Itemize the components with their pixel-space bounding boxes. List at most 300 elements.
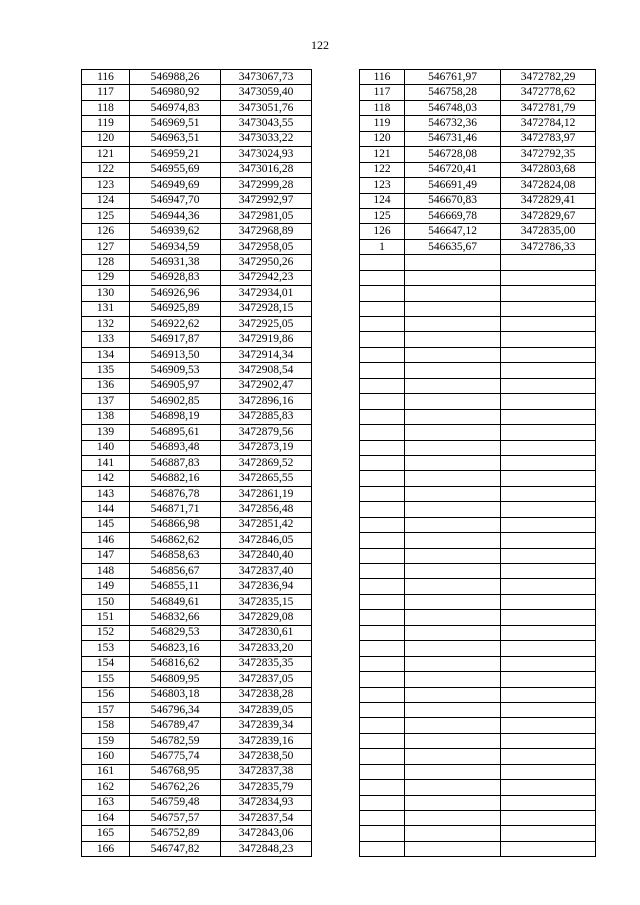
left-x-coordinate-cell: 546871,71 xyxy=(130,502,221,517)
left-point-number-cell: 158 xyxy=(82,718,130,733)
table-row xyxy=(82,70,596,85)
column-gap xyxy=(312,780,360,795)
left-x-coordinate-cell: 546974,83 xyxy=(130,100,221,115)
right-point-number-cell xyxy=(360,826,405,841)
left-point-number-cell: 119 xyxy=(82,116,130,131)
left-point-number-cell: 160 xyxy=(82,749,130,764)
left-x-coordinate-cell: 546925,89 xyxy=(130,301,221,316)
right-x-coordinate-cell xyxy=(405,594,501,609)
left-y-coordinate-cell: 3472908,54 xyxy=(221,363,312,378)
left-y-coordinate-cell: 3472865,55 xyxy=(221,471,312,486)
left-x-coordinate-cell: 546917,87 xyxy=(130,332,221,347)
left-y-coordinate-cell: 3472829,08 xyxy=(221,610,312,625)
right-point-number-cell xyxy=(360,378,405,393)
right-x-coordinate-cell xyxy=(405,425,501,440)
right-point-number-cell xyxy=(360,286,405,301)
right-y-coordinate-cell xyxy=(501,641,596,656)
right-point-number-cell xyxy=(360,733,405,748)
right-point-number-cell: 122 xyxy=(360,162,405,177)
right-y-coordinate-cell xyxy=(501,286,596,301)
left-point-number-cell: 151 xyxy=(82,610,130,625)
right-y-coordinate-cell xyxy=(501,317,596,332)
left-point-number-cell: 152 xyxy=(82,625,130,640)
left-x-coordinate-cell: 546922,62 xyxy=(130,317,221,332)
left-y-coordinate-cell: 3472835,35 xyxy=(221,656,312,671)
left-y-coordinate-cell: 3472838,28 xyxy=(221,687,312,702)
right-x-coordinate-cell xyxy=(405,656,501,671)
left-y-coordinate-cell: 3472869,52 xyxy=(221,455,312,470)
table-row xyxy=(82,116,596,131)
table-row xyxy=(82,178,596,193)
table-row xyxy=(82,533,596,548)
left-point-number-cell: 144 xyxy=(82,502,130,517)
left-point-number-cell: 123 xyxy=(82,178,130,193)
right-point-number-cell xyxy=(360,455,405,470)
table-row xyxy=(82,131,596,146)
column-gap xyxy=(312,486,360,501)
right-x-coordinate-cell xyxy=(405,332,501,347)
left-point-number-cell: 149 xyxy=(82,579,130,594)
table-row xyxy=(82,239,596,254)
left-point-number-cell: 142 xyxy=(82,471,130,486)
column-gap xyxy=(312,347,360,362)
left-point-number-cell: 157 xyxy=(82,702,130,717)
table-row xyxy=(82,579,596,594)
column-gap xyxy=(312,193,360,208)
left-y-coordinate-cell: 3472873,19 xyxy=(221,440,312,455)
right-x-coordinate-cell: 546732,36 xyxy=(405,116,501,131)
left-point-number-cell: 164 xyxy=(82,811,130,826)
column-gap xyxy=(312,826,360,841)
table-row xyxy=(82,718,596,733)
table-row xyxy=(82,780,596,795)
table-row xyxy=(82,564,596,579)
right-point-number-cell xyxy=(360,610,405,625)
left-x-coordinate-cell: 546887,83 xyxy=(130,455,221,470)
right-point-number-cell xyxy=(360,594,405,609)
left-y-coordinate-cell: 3473033,22 xyxy=(221,131,312,146)
left-point-number-cell: 146 xyxy=(82,533,130,548)
left-y-coordinate-cell: 3472830,61 xyxy=(221,625,312,640)
table-row xyxy=(82,378,596,393)
left-y-coordinate-cell: 3472835,79 xyxy=(221,780,312,795)
right-y-coordinate-cell xyxy=(501,409,596,424)
right-point-number-cell: 121 xyxy=(360,147,405,162)
column-gap xyxy=(312,116,360,131)
right-y-coordinate-cell xyxy=(501,610,596,625)
column-gap xyxy=(312,718,360,733)
right-x-coordinate-cell: 546635,67 xyxy=(405,239,501,254)
left-x-coordinate-cell: 546949,69 xyxy=(130,178,221,193)
right-x-coordinate-cell xyxy=(405,533,501,548)
left-y-coordinate-cell: 3472835,15 xyxy=(221,594,312,609)
right-x-coordinate-cell xyxy=(405,564,501,579)
left-y-coordinate-cell: 3472942,23 xyxy=(221,270,312,285)
right-point-number-cell xyxy=(360,347,405,362)
table-row xyxy=(82,162,596,177)
right-x-coordinate-cell xyxy=(405,811,501,826)
right-y-coordinate-cell xyxy=(501,780,596,795)
right-x-coordinate-cell xyxy=(405,764,501,779)
left-point-number-cell: 139 xyxy=(82,425,130,440)
left-y-coordinate-cell: 3472837,05 xyxy=(221,672,312,687)
left-y-coordinate-cell: 3472885,83 xyxy=(221,409,312,424)
right-y-coordinate-cell xyxy=(501,564,596,579)
column-gap xyxy=(312,579,360,594)
column-gap xyxy=(312,332,360,347)
left-point-number-cell: 122 xyxy=(82,162,130,177)
left-x-coordinate-cell: 546858,63 xyxy=(130,548,221,563)
left-point-number-cell: 150 xyxy=(82,594,130,609)
coordinates-table-body xyxy=(82,70,596,857)
column-gap xyxy=(312,409,360,424)
right-x-coordinate-cell xyxy=(405,394,501,409)
left-point-number-cell: 124 xyxy=(82,193,130,208)
right-y-coordinate-cell xyxy=(501,486,596,501)
right-x-coordinate-cell xyxy=(405,687,501,702)
right-y-coordinate-cell: 3472829,41 xyxy=(501,193,596,208)
right-point-number-cell xyxy=(360,841,405,856)
table-row xyxy=(82,548,596,563)
right-x-coordinate-cell xyxy=(405,409,501,424)
column-gap xyxy=(312,811,360,826)
left-point-number-cell: 154 xyxy=(82,656,130,671)
right-point-number-cell: 116 xyxy=(360,70,405,85)
left-y-coordinate-cell: 3472902,47 xyxy=(221,378,312,393)
left-y-coordinate-cell: 3472839,34 xyxy=(221,718,312,733)
left-point-number-cell: 138 xyxy=(82,409,130,424)
left-point-number-cell: 132 xyxy=(82,317,130,332)
left-point-number-cell: 127 xyxy=(82,239,130,254)
right-y-coordinate-cell: 3472824,08 xyxy=(501,178,596,193)
column-gap xyxy=(312,224,360,239)
table-row xyxy=(82,733,596,748)
column-gap xyxy=(312,610,360,625)
left-x-coordinate-cell: 546939,62 xyxy=(130,224,221,239)
left-x-coordinate-cell: 546775,74 xyxy=(130,749,221,764)
left-point-number-cell: 155 xyxy=(82,672,130,687)
left-x-coordinate-cell: 546789,47 xyxy=(130,718,221,733)
right-y-coordinate-cell: 3472781,79 xyxy=(501,100,596,115)
left-point-number-cell: 131 xyxy=(82,301,130,316)
column-gap xyxy=(312,594,360,609)
column-gap xyxy=(312,239,360,254)
right-point-number-cell xyxy=(360,811,405,826)
column-gap xyxy=(312,517,360,532)
table-row xyxy=(82,100,596,115)
left-y-coordinate-cell: 3473016,28 xyxy=(221,162,312,177)
left-y-coordinate-cell: 3472836,94 xyxy=(221,579,312,594)
left-y-coordinate-cell: 3472838,50 xyxy=(221,749,312,764)
table-row xyxy=(82,255,596,270)
table-row xyxy=(82,610,596,625)
right-x-coordinate-cell xyxy=(405,733,501,748)
right-point-number-cell xyxy=(360,548,405,563)
table-row xyxy=(82,332,596,347)
column-gap xyxy=(312,687,360,702)
right-y-coordinate-cell: 3472784,12 xyxy=(501,116,596,131)
right-point-number-cell: 124 xyxy=(360,193,405,208)
right-x-coordinate-cell xyxy=(405,502,501,517)
right-point-number-cell xyxy=(360,795,405,810)
left-point-number-cell: 125 xyxy=(82,208,130,223)
right-y-coordinate-cell xyxy=(501,363,596,378)
left-x-coordinate-cell: 546905,97 xyxy=(130,378,221,393)
left-x-coordinate-cell: 546969,51 xyxy=(130,116,221,131)
right-x-coordinate-cell xyxy=(405,517,501,532)
table-row xyxy=(82,826,596,841)
right-y-coordinate-cell xyxy=(501,841,596,856)
table-row xyxy=(82,594,596,609)
right-x-coordinate-cell: 546731,46 xyxy=(405,131,501,146)
right-y-coordinate-cell xyxy=(501,425,596,440)
right-x-coordinate-cell: 546761,97 xyxy=(405,70,501,85)
left-point-number-cell: 135 xyxy=(82,363,130,378)
left-y-coordinate-cell: 3472837,40 xyxy=(221,564,312,579)
left-point-number-cell: 121 xyxy=(82,147,130,162)
right-x-coordinate-cell: 546748,03 xyxy=(405,100,501,115)
left-point-number-cell: 147 xyxy=(82,548,130,563)
right-point-number-cell xyxy=(360,440,405,455)
right-x-coordinate-cell xyxy=(405,749,501,764)
column-gap xyxy=(312,625,360,640)
left-y-coordinate-cell: 3472919,86 xyxy=(221,332,312,347)
left-x-coordinate-cell: 546944,36 xyxy=(130,208,221,223)
column-gap xyxy=(312,548,360,563)
right-point-number-cell xyxy=(360,471,405,486)
left-x-coordinate-cell: 546926,96 xyxy=(130,286,221,301)
right-y-coordinate-cell xyxy=(501,332,596,347)
left-y-coordinate-cell: 3472896,16 xyxy=(221,394,312,409)
right-x-coordinate-cell: 546647,12 xyxy=(405,224,501,239)
left-x-coordinate-cell: 546931,38 xyxy=(130,255,221,270)
table-row xyxy=(82,656,596,671)
table-row xyxy=(82,270,596,285)
left-y-coordinate-cell: 3472843,06 xyxy=(221,826,312,841)
left-point-number-cell: 126 xyxy=(82,224,130,239)
left-point-number-cell: 137 xyxy=(82,394,130,409)
column-gap xyxy=(312,378,360,393)
right-y-coordinate-cell xyxy=(501,471,596,486)
left-y-coordinate-cell: 3472981,05 xyxy=(221,208,312,223)
right-x-coordinate-cell xyxy=(405,471,501,486)
right-y-coordinate-cell: 3472792,35 xyxy=(501,147,596,162)
right-x-coordinate-cell xyxy=(405,702,501,717)
left-x-coordinate-cell: 546856,67 xyxy=(130,564,221,579)
left-y-coordinate-cell: 3472839,05 xyxy=(221,702,312,717)
coordinates-table xyxy=(81,69,596,857)
column-gap xyxy=(312,749,360,764)
right-y-coordinate-cell xyxy=(501,733,596,748)
table-row xyxy=(82,394,596,409)
left-point-number-cell: 117 xyxy=(82,85,130,100)
left-x-coordinate-cell: 546934,59 xyxy=(130,239,221,254)
right-x-coordinate-cell xyxy=(405,270,501,285)
left-x-coordinate-cell: 546803,18 xyxy=(130,687,221,702)
right-point-number-cell xyxy=(360,425,405,440)
right-y-coordinate-cell xyxy=(501,440,596,455)
column-gap xyxy=(312,641,360,656)
column-gap xyxy=(312,564,360,579)
right-point-number-cell xyxy=(360,718,405,733)
right-point-number-cell: 118 xyxy=(360,100,405,115)
right-point-number-cell xyxy=(360,502,405,517)
left-x-coordinate-cell: 546893,48 xyxy=(130,440,221,455)
left-y-coordinate-cell: 3473051,76 xyxy=(221,100,312,115)
column-gap xyxy=(312,672,360,687)
left-y-coordinate-cell: 3472925,05 xyxy=(221,317,312,332)
left-point-number-cell: 159 xyxy=(82,733,130,748)
right-x-coordinate-cell xyxy=(405,625,501,640)
left-y-coordinate-cell: 3473067,73 xyxy=(221,70,312,85)
right-point-number-cell xyxy=(360,517,405,532)
right-x-coordinate-cell xyxy=(405,780,501,795)
right-y-coordinate-cell: 3472782,29 xyxy=(501,70,596,85)
table-row xyxy=(82,687,596,702)
right-x-coordinate-cell xyxy=(405,301,501,316)
left-point-number-cell: 134 xyxy=(82,347,130,362)
right-x-coordinate-cell xyxy=(405,841,501,856)
right-y-coordinate-cell xyxy=(501,718,596,733)
right-y-coordinate-cell: 3472829,67 xyxy=(501,208,596,223)
right-point-number-cell xyxy=(360,672,405,687)
column-gap xyxy=(312,841,360,856)
right-x-coordinate-cell xyxy=(405,718,501,733)
table-row xyxy=(82,486,596,501)
right-y-coordinate-cell: 3472778,62 xyxy=(501,85,596,100)
left-y-coordinate-cell: 3472837,38 xyxy=(221,764,312,779)
left-x-coordinate-cell: 546902,85 xyxy=(130,394,221,409)
left-x-coordinate-cell: 546855,11 xyxy=(130,579,221,594)
right-x-coordinate-cell xyxy=(405,672,501,687)
table-row xyxy=(82,795,596,810)
left-y-coordinate-cell: 3472992,97 xyxy=(221,193,312,208)
left-point-number-cell: 153 xyxy=(82,641,130,656)
left-x-coordinate-cell: 546895,61 xyxy=(130,425,221,440)
right-point-number-cell xyxy=(360,363,405,378)
right-y-coordinate-cell xyxy=(501,394,596,409)
left-y-coordinate-cell: 3473024,93 xyxy=(221,147,312,162)
table-row xyxy=(82,193,596,208)
right-y-coordinate-cell xyxy=(501,656,596,671)
left-point-number-cell: 162 xyxy=(82,780,130,795)
left-x-coordinate-cell: 546913,50 xyxy=(130,347,221,362)
right-point-number-cell xyxy=(360,486,405,501)
left-x-coordinate-cell: 546955,69 xyxy=(130,162,221,177)
column-gap xyxy=(312,733,360,748)
table-row xyxy=(82,517,596,532)
column-gap xyxy=(312,178,360,193)
left-point-number-cell: 129 xyxy=(82,270,130,285)
right-point-number-cell: 123 xyxy=(360,178,405,193)
right-x-coordinate-cell xyxy=(405,440,501,455)
left-point-number-cell: 120 xyxy=(82,131,130,146)
left-y-coordinate-cell: 3472999,28 xyxy=(221,178,312,193)
right-y-coordinate-cell: 3472803,68 xyxy=(501,162,596,177)
right-point-number-cell xyxy=(360,749,405,764)
left-x-coordinate-cell: 546909,53 xyxy=(130,363,221,378)
right-y-coordinate-cell xyxy=(501,270,596,285)
left-point-number-cell: 116 xyxy=(82,70,130,85)
left-x-coordinate-cell: 546866,98 xyxy=(130,517,221,532)
right-x-coordinate-cell xyxy=(405,548,501,563)
left-x-coordinate-cell: 546759,48 xyxy=(130,795,221,810)
right-y-coordinate-cell xyxy=(501,347,596,362)
right-y-coordinate-cell xyxy=(501,502,596,517)
right-y-coordinate-cell xyxy=(501,749,596,764)
right-y-coordinate-cell: 3472786,33 xyxy=(501,239,596,254)
column-gap xyxy=(312,301,360,316)
right-point-number-cell xyxy=(360,764,405,779)
left-y-coordinate-cell: 3472856,48 xyxy=(221,502,312,517)
left-x-coordinate-cell: 546947,70 xyxy=(130,193,221,208)
right-x-coordinate-cell: 546670,83 xyxy=(405,193,501,208)
table-row xyxy=(82,363,596,378)
table-row xyxy=(82,347,596,362)
column-gap xyxy=(312,147,360,162)
right-y-coordinate-cell xyxy=(501,811,596,826)
right-point-number-cell xyxy=(360,394,405,409)
table-row xyxy=(82,502,596,517)
left-y-coordinate-cell: 3472914,34 xyxy=(221,347,312,362)
left-point-number-cell: 141 xyxy=(82,455,130,470)
right-x-coordinate-cell: 546758,28 xyxy=(405,85,501,100)
left-y-coordinate-cell: 3472958,05 xyxy=(221,239,312,254)
column-gap xyxy=(312,270,360,285)
right-y-coordinate-cell xyxy=(501,455,596,470)
column-gap xyxy=(312,795,360,810)
left-point-number-cell: 156 xyxy=(82,687,130,702)
right-point-number-cell xyxy=(360,409,405,424)
right-y-coordinate-cell: 3472783,97 xyxy=(501,131,596,146)
right-x-coordinate-cell xyxy=(405,378,501,393)
table-row xyxy=(82,85,596,100)
right-y-coordinate-cell xyxy=(501,517,596,532)
column-gap xyxy=(312,440,360,455)
left-x-coordinate-cell: 546752,89 xyxy=(130,826,221,841)
right-point-number-cell: 117 xyxy=(360,85,405,100)
right-y-coordinate-cell xyxy=(501,378,596,393)
right-point-number-cell xyxy=(360,317,405,332)
left-y-coordinate-cell: 3472950,26 xyxy=(221,255,312,270)
table-row xyxy=(82,425,596,440)
right-x-coordinate-cell: 546728,08 xyxy=(405,147,501,162)
column-gap xyxy=(312,394,360,409)
left-x-coordinate-cell: 546898,19 xyxy=(130,409,221,424)
right-x-coordinate-cell xyxy=(405,455,501,470)
left-point-number-cell: 166 xyxy=(82,841,130,856)
column-gap xyxy=(312,131,360,146)
column-gap xyxy=(312,656,360,671)
left-y-coordinate-cell: 3472846,05 xyxy=(221,533,312,548)
page-number: 122 xyxy=(311,38,329,52)
right-x-coordinate-cell xyxy=(405,579,501,594)
left-point-number-cell: 145 xyxy=(82,517,130,532)
table-row xyxy=(82,301,596,316)
left-y-coordinate-cell: 3472839,16 xyxy=(221,733,312,748)
table-row xyxy=(82,749,596,764)
table-row xyxy=(82,764,596,779)
left-y-coordinate-cell: 3472934,01 xyxy=(221,286,312,301)
right-y-coordinate-cell xyxy=(501,826,596,841)
column-gap xyxy=(312,255,360,270)
column-gap xyxy=(312,471,360,486)
right-x-coordinate-cell xyxy=(405,255,501,270)
left-point-number-cell: 128 xyxy=(82,255,130,270)
right-x-coordinate-cell: 546691,49 xyxy=(405,178,501,193)
right-point-number-cell xyxy=(360,564,405,579)
right-point-number-cell xyxy=(360,533,405,548)
